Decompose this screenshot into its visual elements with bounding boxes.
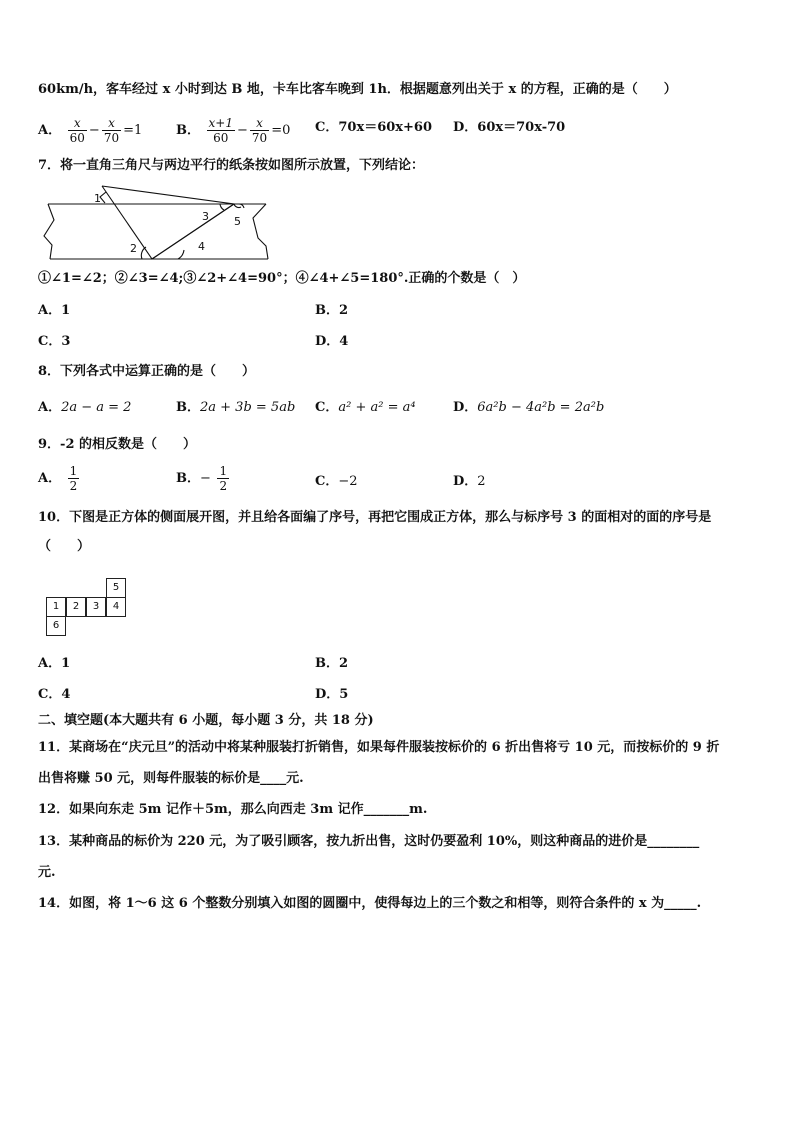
strip-right-break [253, 204, 268, 259]
q6-option-a: A． $\frac{x}{60}$ − $\frac{x}{70}$ =1 [38, 116, 143, 145]
q10-option-a: A．1 [38, 656, 71, 671]
q9-option-d: D．2 [453, 474, 486, 489]
q12: 12．如果向东走 5m 记作＋5m，那么向西走 3m 记作_______m. [38, 802, 428, 817]
figure-label-4: 4 [198, 240, 205, 253]
q6-option-d [453, 119, 565, 137]
q6-option-b-label: B． [176, 123, 200, 138]
strip-left-break [44, 204, 54, 259]
q6-option-c [315, 119, 432, 137]
figure-label-3: 3 [202, 210, 209, 223]
q9-option-b: B．− $\frac{1}{2}$ [176, 464, 228, 493]
q7-stem: 7．将一直角三角尺与两边平行的纸条按如图所示放置，下列结论： [38, 158, 425, 173]
q11-line1: 11．某商场在“庆元旦”的活动中将某种服装打折销售，如果每件服装按标价的 6 折出售将亏 10 元，而按标价的 9 折 [38, 740, 720, 755]
q13-line2: 元. [38, 865, 56, 880]
figure-label-5: 5 [234, 215, 241, 228]
q7-option-a: A．1 [38, 303, 71, 318]
net-cell-3: 3 [86, 597, 106, 617]
q6-option-c-label: C． [315, 120, 339, 135]
angle-arc-4 [178, 250, 184, 259]
net-cell-5: 5 [106, 578, 126, 598]
q9-stem: 9．-2 的相反数是（ ） [38, 437, 197, 452]
q6-option-d-expr: 60x＝70x-70 [477, 120, 566, 135]
q8-option-b: B．2a + 3b = 5ab [176, 400, 296, 415]
figure-label-1: 1 [94, 192, 101, 205]
q7-option-b: B．2 [315, 303, 349, 318]
q6-option-c-expr: 70x＝60x+60 [338, 120, 433, 135]
q14: 14．如图，将 1～6 这 6 个整数分别填入如图的圆圈中，使得每边上的三个数之和相等，则符合条件的 x 为_____. [38, 896, 702, 911]
q10-option-d: D．5 [315, 687, 349, 702]
net-cell-1: 1 [46, 597, 66, 617]
net-cell-6: 6 [46, 616, 66, 636]
q10-option-c: C．4 [38, 687, 71, 702]
angle-arc-5 [234, 204, 244, 208]
q10-option-b: B．2 [315, 656, 349, 671]
figure-label-2: 2 [130, 242, 137, 255]
q6-option-b: B． $\frac{x+1}{60}$ − $\frac{x}{70}$ =0 [176, 116, 291, 145]
q8-option-c: C．a² + a² = a⁴ [315, 400, 416, 415]
net-cell-2: 2 [66, 597, 86, 617]
q10-stem-line2: （ ） [38, 539, 91, 554]
q9-option-c: C．−2 [315, 474, 358, 489]
q10-stem-line1: 10．下图是正方体的侧面展开图，并且给各面编了序号，再把它围成正方体，那么与标序号 3 的面相对的面的序号是 [38, 510, 712, 525]
cube-net [46, 578, 126, 636]
q6-stem: 60km/h，客车经过 x 小时到达 B 地，卡车比客车晚到 1h．根据题意列出关于 x 的方程，正确的是（ ） [38, 82, 677, 97]
q7-option-c: C．3 [38, 334, 71, 349]
q11-line2: 出售将赚 50 元，则每件服装的标价是____元. [38, 771, 304, 786]
net-cell-4: 4 [106, 597, 126, 617]
triangle-hypotenuse-ext [152, 204, 234, 259]
q6-option-d-label: D． [453, 120, 478, 135]
section-2-heading: 二、填空题(本大题共有 6 小题，每小题 3 分，共 18 分) [38, 713, 374, 728]
q9-option-a: A． $\frac{1}{2}$ [38, 464, 78, 493]
q7-option-d: D．4 [315, 334, 349, 349]
q6-option-a-label: A． [38, 123, 62, 138]
q8-stem: 8．下列各式中运算正确的是（ ） [38, 364, 256, 379]
q13-line1: 13．某种商品的标价为 220 元，为了吸引顾客，按九折出售，这时仍要盈利 10%，则这种商品的进价是________ [38, 834, 700, 849]
q7-figure [38, 180, 274, 264]
q8-option-a: A．2a − a = 2 [38, 400, 132, 415]
q8-option-d: D．6a²b − 4a²b = 2a²b [453, 400, 605, 415]
q7-conclusions: ①∠1=∠2；②∠3=∠4;③∠2+∠4=90°；④∠4+∠5=180°.正确的个数是（ ） [38, 271, 526, 286]
angle-arc-3 [220, 204, 224, 210]
